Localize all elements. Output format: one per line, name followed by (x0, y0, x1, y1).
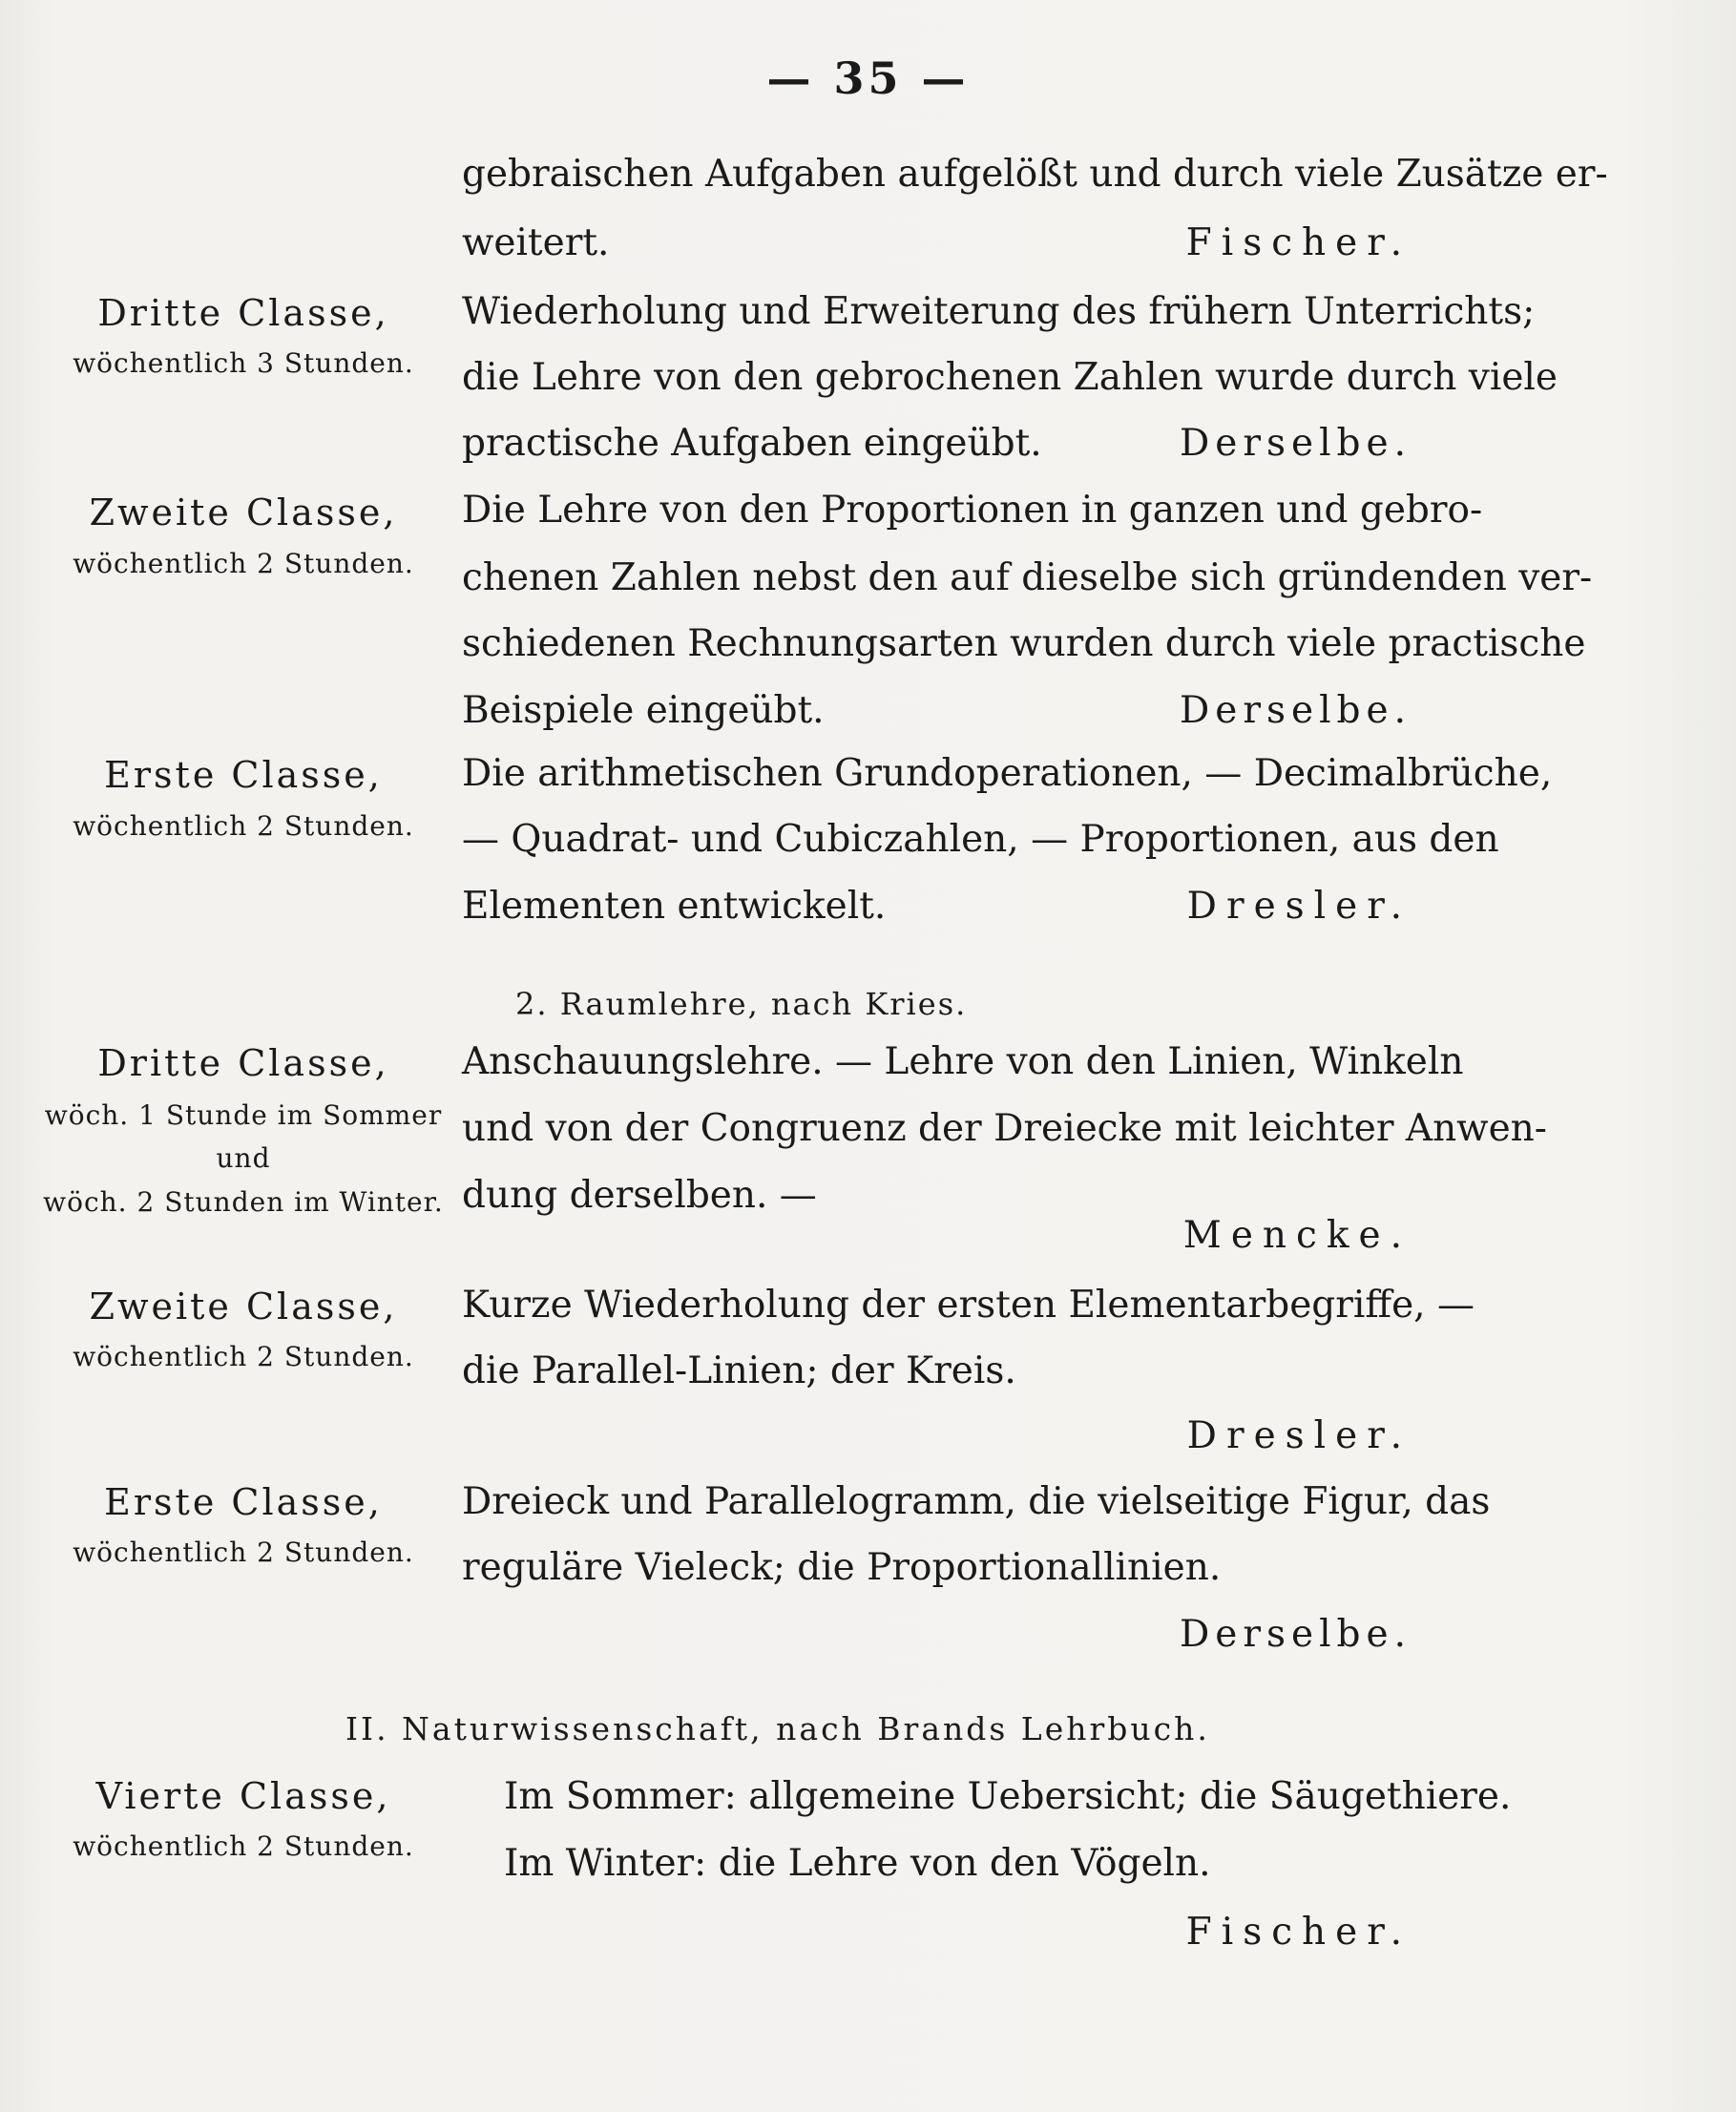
natur-vierte-line-2: Im Winter: die Lehre von den Vögeln. (504, 1842, 1211, 1885)
raum-dritte-hours-3: wöch. 2 Stunden im Winter. (43, 1186, 444, 1218)
natur-vierte-class: Vierte Classe, (95, 1775, 391, 1817)
natur-heading: II. Naturwissenschaft, nach Brands Lehrbuch. (345, 1710, 1210, 1747)
raum-dritte-signature: Mencke. (1182, 1214, 1412, 1257)
natur-vierte-line-1: Im Sommer: allgemeine Uebersicht; die Säugethiere. (504, 1775, 1512, 1818)
arith-dritte-hours: wöchentlich 3 Stunden. (73, 347, 414, 379)
raum-zweite-line-1: Kurze Wiederholung der ersten Elementarbegriffe, — (462, 1284, 1475, 1327)
arith-zweite-line-1: Die Lehre von den Proportionen in ganzen und gebro- (462, 489, 1483, 532)
natur-vierte-hours: wöchentlich 2 Stunden. (73, 1830, 414, 1862)
arith-dritte-class: Dritte Classe, (97, 292, 389, 334)
raum-dritte-class: Dritte Classe, (97, 1042, 389, 1084)
raum-zweite-class: Zweite Classe, (89, 1286, 398, 1328)
page-number: — 35 — (766, 52, 970, 104)
raum-zweite-signature: Dresler. (1186, 1414, 1412, 1457)
arith-zweite-class: Zweite Classe, (89, 491, 398, 533)
arith-zweite-line-2: chenen Zahlen nebst den auf dieselbe sich gründenden ver- (462, 556, 1593, 599)
raum-dritte-hours-2: und (216, 1142, 271, 1174)
raumlehre-heading: 2. Raumlehre, nach Kries. (515, 986, 968, 1022)
arith-erste-line-1: Die arithmetischen Grundoperationen, — Decimalbrüche, (462, 752, 1553, 795)
intro-line-1: gebraischen Aufgaben aufgelößt und durch viele Zusätze er- (462, 153, 1608, 196)
arith-dritte-signature: Derselbe. (1179, 422, 1412, 465)
arith-erste-class: Erste Classe, (104, 754, 383, 796)
arith-erste-line-3: Elementen entwickelt. (462, 885, 887, 928)
arith-erste-hours: wöchentlich 2 Stunden. (73, 810, 414, 842)
raum-erste-line-1: Dreieck und Parallelogramm, die vielseitige Figur, das (462, 1480, 1491, 1523)
arith-dritte-line-1: Wiederholung und Erweiterung des frühern Unterrichts; (462, 290, 1536, 333)
intro-line-2: weitert. (462, 221, 610, 264)
raum-erste-hours: wöchentlich 2 Stunden. (73, 1537, 414, 1568)
raum-erste-class: Erste Classe, (104, 1481, 383, 1523)
raum-erste-signature: Derselbe. (1179, 1613, 1412, 1656)
raum-dritte-line-1: Anschauungslehre. — Lehre von den Linien, Winkeln (462, 1040, 1464, 1083)
arith-zweite-line-4: Beispiele eingeübt. (462, 689, 825, 732)
raum-zweite-hours: wöchentlich 2 Stunden. (73, 1341, 414, 1372)
raum-dritte-line-2: und von der Congruenz der Dreiecke mit leichter Anwen- (462, 1107, 1547, 1150)
raum-zweite-line-2: die Parallel-Linien; der Kreis. (462, 1349, 1016, 1392)
arith-dritte-line-2: die Lehre von den gebrochenen Zahlen wurde durch viele (462, 356, 1558, 399)
arith-dritte-line-3: practische Aufgaben eingeübt. (462, 422, 1042, 465)
arith-erste-signature: Dresler. (1186, 885, 1412, 928)
arith-erste-line-2: — Quadrat- und Cubiczahlen, — Proportionen, aus den (462, 818, 1499, 861)
arith-zweite-hours: wöchentlich 2 Stunden. (73, 548, 414, 579)
intro-signature: Fischer. (1185, 221, 1412, 264)
natur-vierte-signature: Fischer. (1185, 1911, 1412, 1954)
raum-dritte-hours-1: wöch. 1 Stunde im Sommer (44, 1099, 443, 1131)
raum-dritte-line-3: dung derselben. — (462, 1174, 817, 1217)
arith-zweite-signature: Derselbe. (1179, 689, 1412, 732)
raum-erste-line-2: reguläre Vieleck; die Proportionallinien. (462, 1546, 1222, 1589)
arith-zweite-line-3: schiedenen Rechnungsarten wurden durch viele practische (462, 622, 1586, 665)
